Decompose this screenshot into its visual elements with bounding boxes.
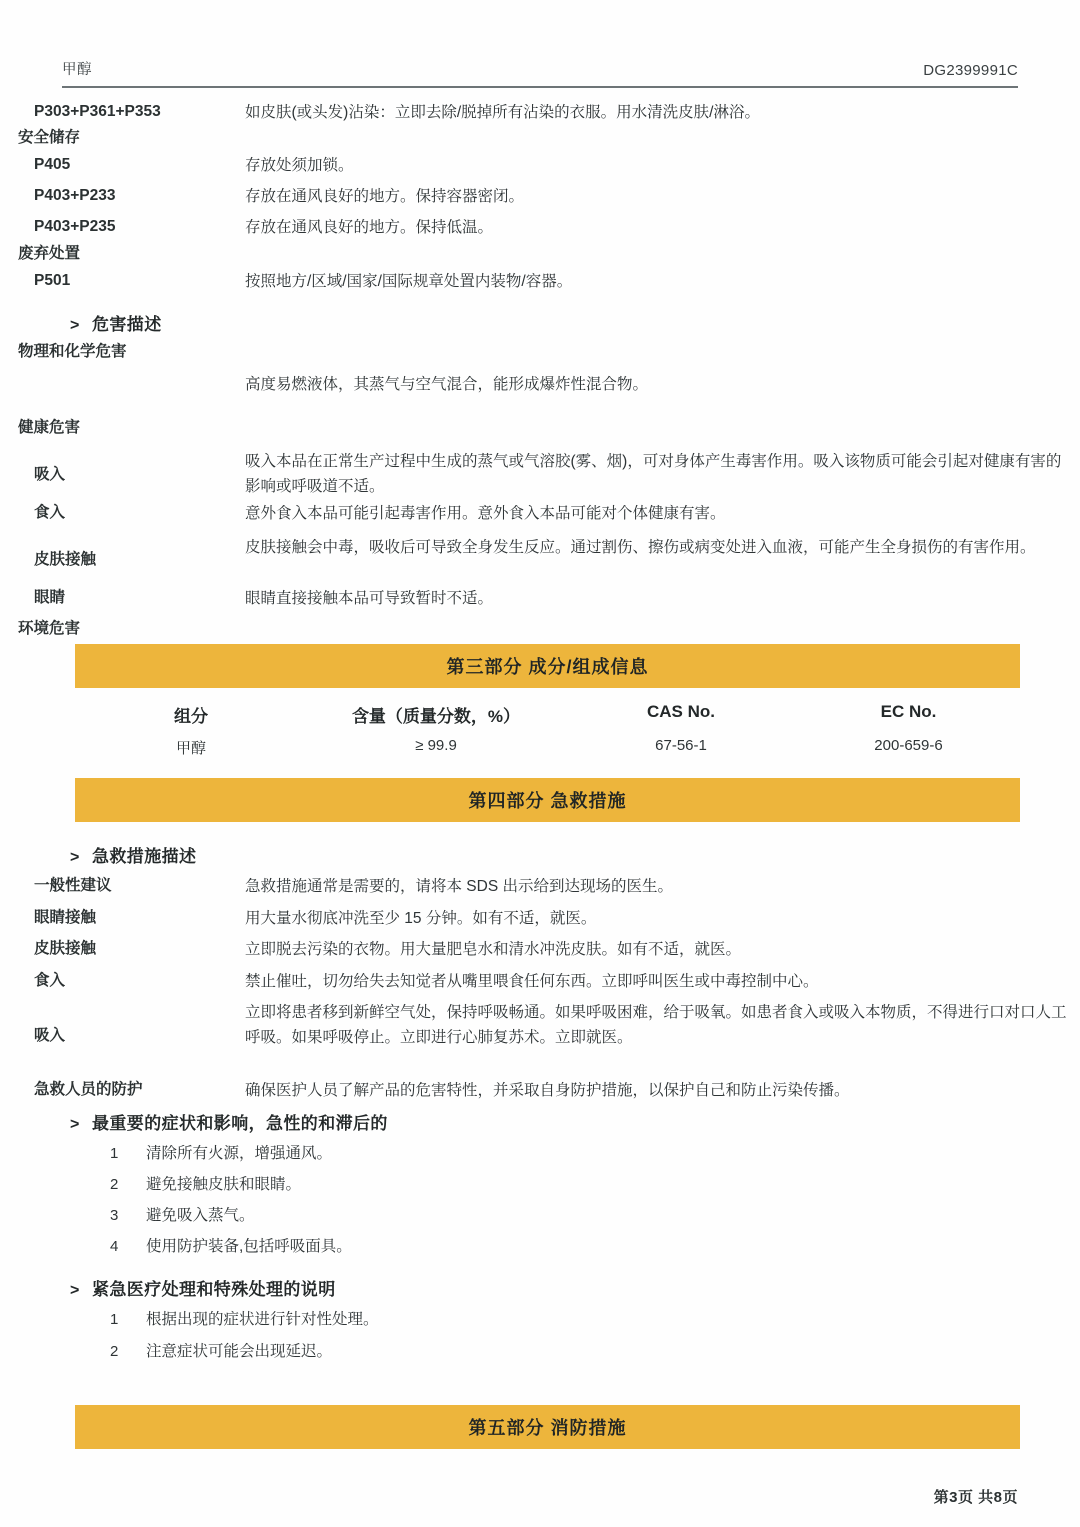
table-row bbox=[0, 184, 1080, 215]
symptoms-heading-label: 最重要的症状和影响，急性的和滞后的 bbox=[92, 1114, 388, 1133]
first-aid-text: 用大量水彻底冲洗至少 15 分钟。如有不适，就医。 bbox=[245, 910, 597, 927]
first-aid-measures-heading bbox=[70, 842, 196, 867]
precaution-code: P405 bbox=[34, 156, 71, 173]
table-row bbox=[0, 100, 1080, 126]
first-aid-text: 立即将患者移到新鲜空气处，保持呼吸畅通。如果呼吸困难，给于吸氧。如患者食入或吸入本物质，不得进行口对口人工呼吸。如果呼吸停止。立即进行心肺复苏术。立即就医。 bbox=[245, 1004, 1067, 1047]
table-row bbox=[0, 1000, 1080, 1078]
precaution-code: P303+P361+P353 bbox=[34, 103, 161, 120]
symptoms-list bbox=[0, 1142, 1080, 1266]
table-row bbox=[0, 372, 1080, 416]
column-header-cas: CAS No. bbox=[647, 702, 715, 721]
precautionary-statements-list bbox=[0, 100, 1080, 299]
hazard-text: 意外食入本品可能引起毒害作用。意外食入本品可能对个体健康有害。 bbox=[245, 505, 726, 522]
first-aid-label: 一般性建议 bbox=[34, 877, 112, 894]
precaution-text: 存放在通风良好的地方。保持低温。 bbox=[245, 219, 494, 236]
precaution-text: 存放在通风良好的地方。保持容器密闭。 bbox=[245, 188, 525, 205]
list-item-number: 1 bbox=[110, 1145, 119, 1162]
section-5-title: 第五部分 消防措施 bbox=[468, 1418, 627, 1438]
composition-table bbox=[75, 702, 1020, 758]
first-aid-label: 急救人员的防护 bbox=[34, 1081, 143, 1098]
emergency-treatment-heading bbox=[70, 1275, 336, 1300]
precaution-code: P403+P233 bbox=[34, 187, 116, 204]
chevron-right-icon: > bbox=[70, 1282, 80, 1299]
page-footer: 第3页 共8页 bbox=[933, 1489, 1018, 1506]
table-row bbox=[0, 535, 1080, 586]
first-aid-measures-heading-label: 急救措施描述 bbox=[92, 847, 197, 866]
cell-component: 甲醇 bbox=[175, 740, 206, 757]
table-row bbox=[0, 501, 1080, 535]
table-row bbox=[0, 416, 1080, 449]
hazard-label: 健康危害 bbox=[18, 419, 81, 436]
hazard-label: 吸入 bbox=[34, 466, 66, 483]
first-aid-text: 急救措施通常是需要的，请将本 SDS 出示给到达现场的医生。 bbox=[245, 878, 673, 895]
hazard-label: 皮肤接触 bbox=[34, 551, 97, 568]
table-row bbox=[0, 269, 1080, 299]
precaution-text: 存放处须加锁。 bbox=[245, 157, 354, 174]
cell-ec: 200-659-6 bbox=[874, 737, 943, 754]
list-item-text: 根据出现的症状进行针对性处理。 bbox=[146, 1311, 379, 1328]
hazard-text: 眼睛直接接触本品可导致暂时不适。 bbox=[245, 590, 494, 607]
hazard-text: 吸入本品在正常生产过程中生成的蒸气或气溶胶(雾、烟)，可对身体产生毒害作用。吸入该物质可能会引起对健康有害的影响或呼吸道不适。 bbox=[245, 453, 1062, 496]
cell-cas: 67-56-1 bbox=[655, 737, 707, 754]
table-row bbox=[0, 906, 1080, 937]
hazard-description-rows bbox=[0, 340, 1080, 679]
table-row bbox=[75, 737, 1020, 758]
table-row bbox=[0, 242, 1080, 269]
list-item-text: 使用防护装备,包括呼吸面具。 bbox=[146, 1238, 352, 1255]
emergency-treatment-heading-label: 紧急医疗处理和特殊处理的说明 bbox=[92, 1280, 336, 1299]
hazard-label: 环境危害 bbox=[18, 620, 81, 637]
list-item-text: 避免接触皮肤和眼睛。 bbox=[146, 1176, 302, 1193]
list-item bbox=[0, 1340, 1080, 1372]
hazard-text: 皮肤接触会中毒，吸收后可导致全身发生反应。通过割伤、擦伤或病变处进入血液，可能产生全身损伤的有害作用。 bbox=[245, 539, 1036, 556]
list-item-text: 注意症状可能会出现延迟。 bbox=[146, 1343, 333, 1360]
table-row bbox=[0, 215, 1080, 242]
table-header-row bbox=[75, 702, 1020, 737]
list-item-number: 2 bbox=[110, 1176, 119, 1193]
list-item bbox=[0, 1235, 1080, 1266]
list-item bbox=[0, 1173, 1080, 1204]
hazard-text: 高度易燃液体，其蒸气与空气混合，能形成爆炸性混合物。 bbox=[245, 376, 649, 393]
hazard-label: 食入 bbox=[34, 504, 66, 521]
header-divider bbox=[62, 86, 1018, 88]
list-item-text: 避免吸入蒸气。 bbox=[146, 1207, 255, 1224]
precaution-code: P403+P235 bbox=[34, 218, 116, 235]
hazard-label: 物理和化学危害 bbox=[18, 343, 127, 360]
cell-content: ≥ 99.9 bbox=[415, 737, 457, 754]
first-aid-label: 眼睛接触 bbox=[34, 909, 97, 926]
first-aid-text: 禁止催吐，切勿给失去知觉者从嘴里喂食任何东西。立即呼叫医生或中毒控制中心。 bbox=[245, 973, 819, 990]
header-product-name: 甲醇 bbox=[62, 62, 92, 78]
table-row bbox=[0, 340, 1080, 372]
document-header bbox=[62, 58, 1018, 79]
table-row bbox=[0, 126, 1080, 153]
table-row bbox=[0, 1078, 1080, 1108]
section-3-band bbox=[75, 644, 1020, 688]
column-header-content: 含量（质量分数，%） bbox=[351, 707, 521, 726]
first-aid-label: 皮肤接触 bbox=[34, 940, 97, 957]
table-row bbox=[0, 969, 1080, 1000]
hazard-description-heading-label: 危害描述 bbox=[92, 315, 162, 334]
chevron-right-icon: > bbox=[70, 317, 80, 334]
symptoms-heading bbox=[70, 1109, 388, 1134]
chevron-right-icon: > bbox=[70, 1116, 80, 1133]
column-header-ec: EC No. bbox=[880, 702, 937, 721]
table-row bbox=[0, 153, 1080, 184]
first-aid-text: 立即脱去污染的衣物。用大量肥皂水和清水冲洗皮肤。如有不适，就医。 bbox=[245, 941, 742, 958]
first-aid-label: 食入 bbox=[34, 972, 66, 989]
emergency-treatment-list bbox=[0, 1308, 1080, 1372]
precaution-group-heading: 安全储存 bbox=[18, 129, 81, 146]
list-item-number: 1 bbox=[110, 1311, 119, 1328]
section-5-band bbox=[75, 1405, 1020, 1449]
table-row bbox=[0, 586, 1080, 617]
table-row bbox=[0, 449, 1080, 501]
precaution-code: P501 bbox=[34, 272, 71, 289]
chevron-right-icon: > bbox=[70, 849, 80, 866]
precaution-group-heading: 废弃处置 bbox=[18, 245, 81, 262]
hazard-label: 眼睛 bbox=[34, 589, 66, 606]
list-item bbox=[0, 1142, 1080, 1173]
column-header-component: 组分 bbox=[174, 707, 208, 726]
first-aid-label: 吸入 bbox=[34, 1027, 66, 1044]
table-row bbox=[0, 937, 1080, 969]
list-item bbox=[0, 1204, 1080, 1235]
precaution-text: 按照地方/区域/国家/国际规章处置内装物/容器。 bbox=[245, 273, 573, 290]
list-item-number: 3 bbox=[110, 1207, 119, 1224]
section-3-title: 第三部分 成分/组成信息 bbox=[446, 657, 649, 677]
precaution-text: 如皮肤(或头发)沾染：立即去除/脱掉所有沾染的衣服。用水清洗皮肤/淋浴。 bbox=[245, 104, 760, 121]
table-row bbox=[0, 874, 1080, 906]
list-item-number: 2 bbox=[110, 1343, 119, 1360]
first-aid-text: 确保医护人员了解产品的危害特性，并采取自身防护措施，以保护自己和防止污染传播。 bbox=[245, 1082, 850, 1099]
list-item bbox=[0, 1308, 1080, 1340]
hazard-description-heading bbox=[70, 310, 162, 335]
list-item-text: 清除所有火源，增强通风。 bbox=[146, 1145, 333, 1162]
header-document-code: DG2399991C bbox=[923, 62, 1018, 79]
list-item-number: 4 bbox=[110, 1238, 119, 1255]
first-aid-rows bbox=[0, 874, 1080, 1108]
section-4-title: 第四部分 急救措施 bbox=[468, 791, 627, 811]
section-4-band bbox=[75, 778, 1020, 822]
